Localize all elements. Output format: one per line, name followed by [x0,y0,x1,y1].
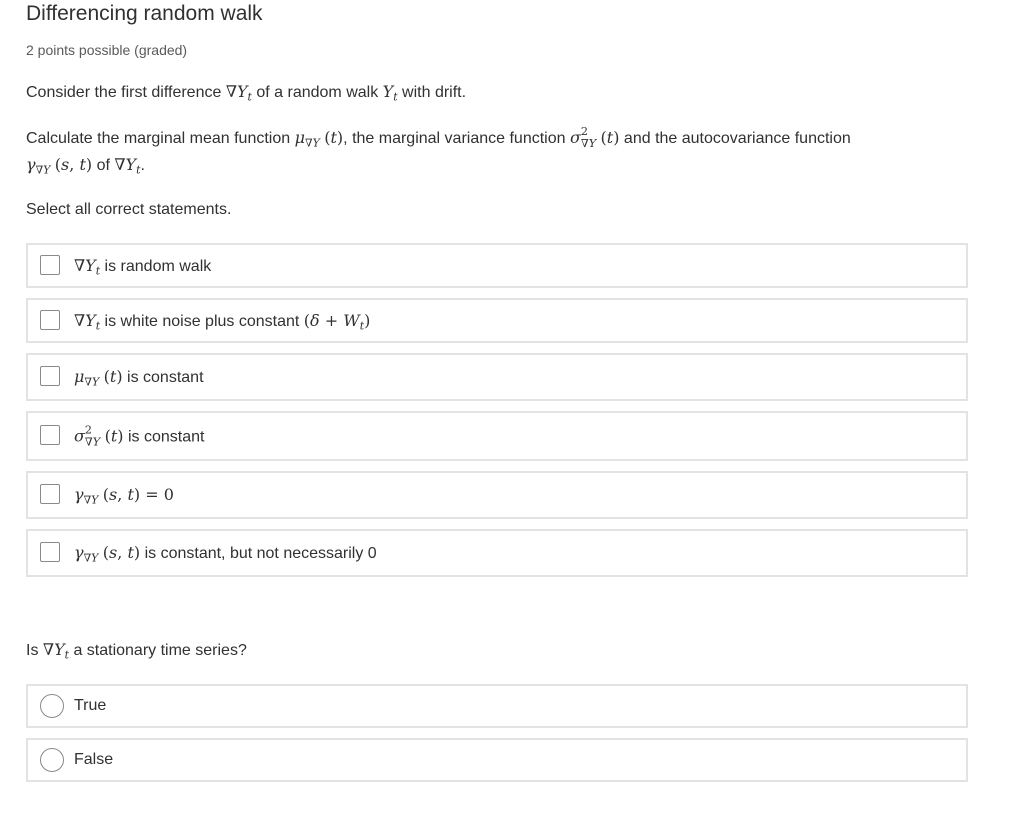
stationary-question: Is $\nabla Y_t$ a stationary time series? [26,640,247,662]
radio-button[interactable] [40,748,64,772]
checkbox[interactable] [40,255,60,275]
checkbox-option-autocov-zero[interactable] [26,471,968,519]
option-label: $\nabla Y_t$ is white noise plus constant $(\delta + W_t)$ [74,310,371,332]
option-label: True [74,697,107,714]
checkbox[interactable] [40,542,60,562]
checkbox-option-white-noise[interactable] [26,298,968,343]
radio-button[interactable] [40,694,64,718]
option-label: σ 2 ∇Y (t) is constant [74,423,205,449]
instruction-text: Calculate the marginal mean function $\mu_{\nabla Y}$ (t), the marginal variance function σ 2 ∇Y (t) and the autocovariance function $\gamma_{\nabla Y}$ (s, t) of $\nabla Y_t$. [26,124,851,177]
checkbox[interactable] [40,484,60,504]
points-possible: 2 points possible (graded) [26,42,188,58]
radio-option-true[interactable] [26,684,968,728]
intro-text: Consider the first difference $\nabla Y_t$ of a random walk $Y_t$ with drift. [26,82,467,104]
checkbox[interactable] [40,310,60,330]
option-label: $\gamma_{\nabla Y}$ (s, t) = 0 [74,485,174,507]
checkbox[interactable] [40,366,60,386]
checkbox-option-random-walk[interactable] [26,243,968,288]
radio-option-false[interactable] [26,738,968,782]
option-label: False [74,751,114,768]
option-label: $\nabla Y_t$ is random walk [74,255,212,277]
option-label: $\gamma_{\nabla Y}$ (s, t) is constant, but not necessarily 0 [74,543,377,565]
checkbox-option-variance-constant[interactable] [26,411,968,461]
problem-title: Differencing random walk [26,2,263,25]
option-label: $\mu_{\nabla Y}$ (t) is constant [74,367,204,389]
checkbox-option-mean-constant[interactable] [26,353,968,401]
select-prompt: Select all correct statements. [26,201,232,218]
checkbox-option-autocov-constant[interactable] [26,529,968,577]
checkbox[interactable] [40,425,60,445]
